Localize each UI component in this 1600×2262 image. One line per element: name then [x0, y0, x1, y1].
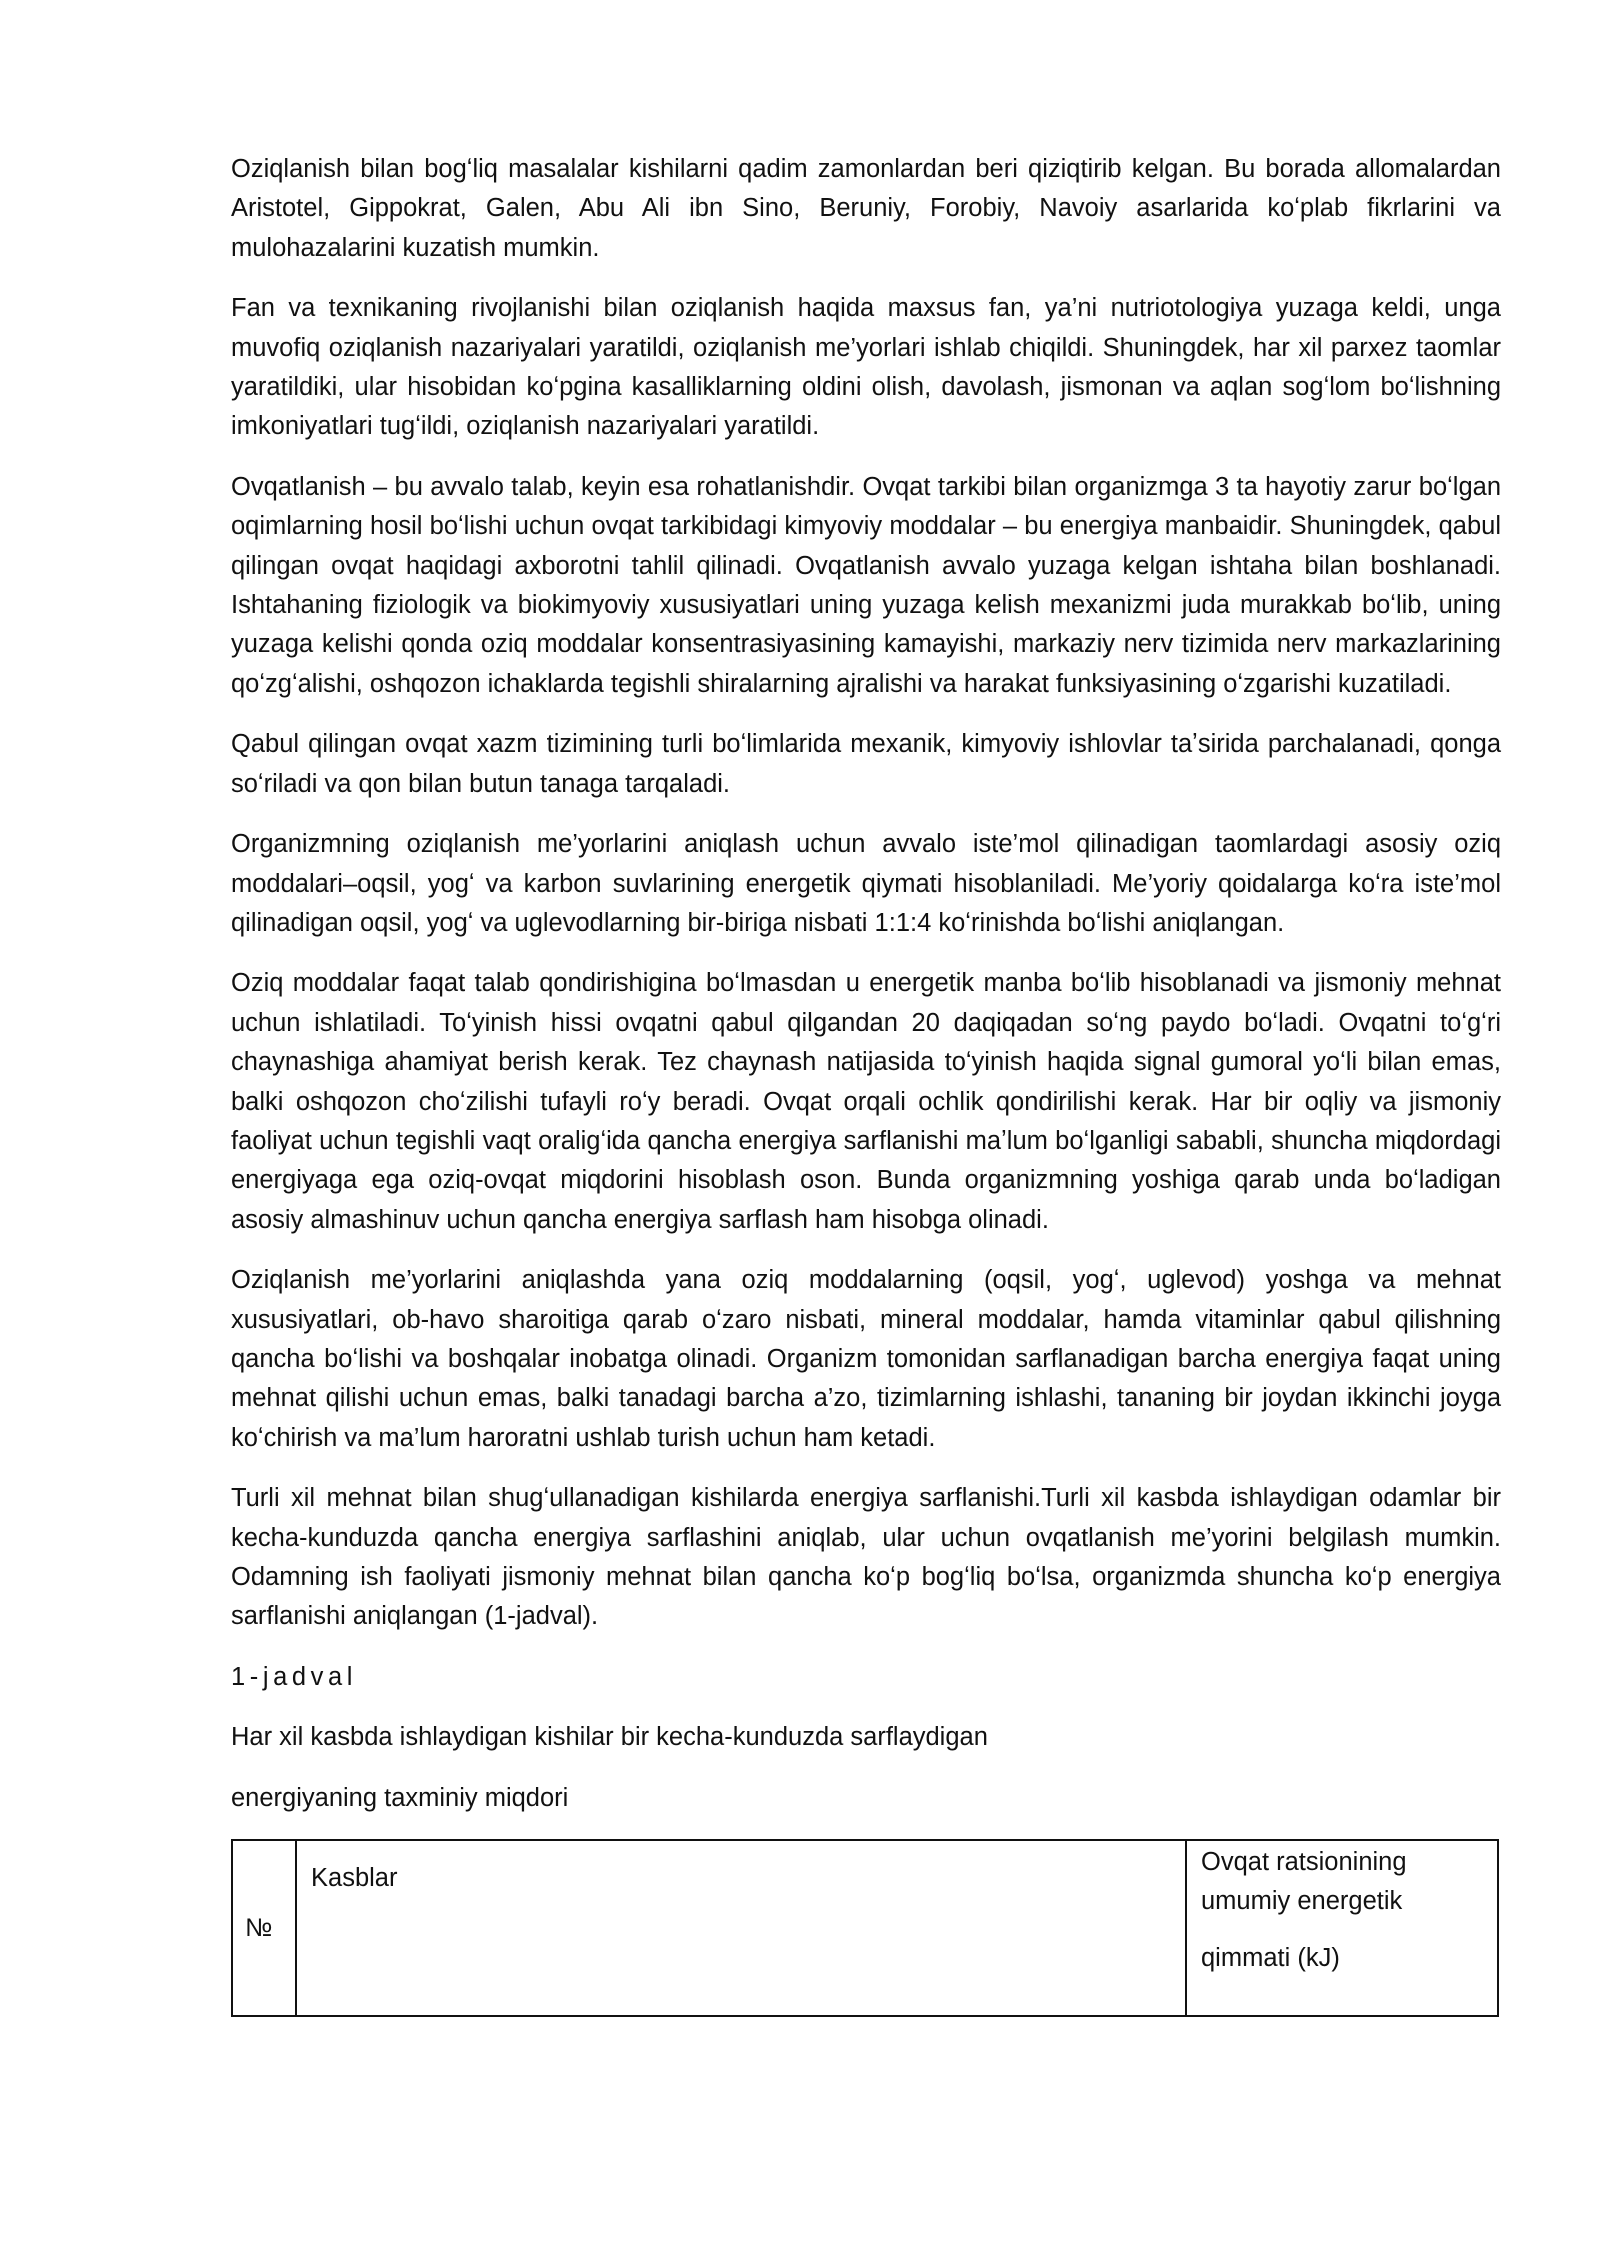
- column-header-energy-line-2: qimmati (kJ): [1201, 1944, 1340, 1973]
- paragraph-5: Organizmning oziqlanish me’yorlarini aniqlash uchun avvalo iste’mol qilinadigan taomlardagi asosiy oziq moddalari–oqsil, yogʻ va karbon suvlarining energetik qiymati hisoblaniladi. Me’yoriy qoidalarga koʻra iste’mol qilinadigan oqsil, yogʻ va uglevodlarning bir-biriga nisbati 1:1:4 koʻrinishda boʻlishi aniqlangan.: [231, 830, 1501, 937]
- column-header-energy-value: [1186, 1840, 1498, 2016]
- paragraph-7: Oziqlanish me’yorlarini aniqlashda yana oziq moddalarning (oqsil, yogʻ, uglevod) yoshga va mehnat xususiyatlari, ob-havo sharoitiga qarab oʻzaro nisbati, mineral moddalar, hamda vitaminlar qabul qilishning qancha boʻlishi va boshqalar inobatga olinadi. Organizm tomonidan sarflanadigan barcha energiya faqat uning mehnat qilishi uchun emas, balki tanadagi barcha a’zo, tizimlarning ishlashi, tananing bir joydan ikkinchi joyga koʻchirish va ma’lum haroratni ushlab turish uchun ham ketadi.: [231, 1266, 1501, 1452]
- paragraph-2: Fan va texnikaning rivojlanishi bilan oziqlanish haqida maxsus fan, ya’ni nutriotologiya yuzaga keldi, unga muvofiq oziqlanish nazariyalari yaratildi, oziqlanish me’yorlari ishlab chiqildi. Shuningdek, har xil parxez taomlar yaratildiki, ular hisobidan koʻpgina kasalliklarning oldini olish, davolash, jismonan va aqlan sogʻlom boʻlishning imkoniyatlari tugʻildi, oziqlanish nazariyalari yaratildi.: [231, 294, 1501, 441]
- table-label: 1-jadval: [231, 1662, 358, 1691]
- column-header-energy-line-1: Ovqat ratsionining umumiy energetik: [1201, 1848, 1407, 1916]
- document-body: [231, 150, 1501, 2017]
- table-header-row: [232, 1840, 1498, 2016]
- table-title-line-1: Har xil kasbda ishlaydigan kishilar bir kecha-kunduzda sarflaydigan: [231, 1723, 988, 1752]
- professions-energy-table: [231, 1839, 1499, 2017]
- column-header-number: №: [232, 1840, 296, 2016]
- paragraph-1: Oziqlanish bilan bogʻliq masalalar kishilarni qadim zamonlardan beri qiziqtirib kelgan. Bu borada allomalardan Aristotel, Gippokrat, Galen, Abu Ali ibn Sino, Beruniy, Forobiy, Navoiy asarlarida koʻplab fikrlarini va mulohazalarini kuzatish mumkin.: [231, 155, 1501, 262]
- table-title-line-2: energiyaning taxminiy miqdori: [231, 1783, 569, 1812]
- column-header-professions: Kasblar: [296, 1840, 1186, 2016]
- paragraph-8: Turli xil mehnat bilan shugʻullanadigan kishilarda energiya sarflanishi.Turli xil kasbda ishlaydigan odamlar bir kecha-kunduzda qancha energiya sarflashini aniqlab, ular uchun ovqatlanish me’yorini belgilash mumkin. Odamning ish faoliyati jismoniy mehnat bilan qancha koʻp bogʻliq boʻlsa, organizmda shuncha koʻp energiya sarflanishi aniqlangan (1-jadval).: [231, 1484, 1501, 1631]
- paragraph-6: Oziq moddalar faqat talab qondirishigina boʻlmasdan u energetik manba boʻlib hisoblanadi va jismoniy mehnat uchun ishlatiladi. Toʻyinish hissi ovqatni qabul qilgandan 20 daqiqadan soʻng paydo boʻladi. Ovqatni toʻgʻri chaynashiga ahamiyat berish kerak. Tez chaynash natijasida toʻyinish haqida signal gumoral yoʻli bilan emas, balki oshqozon choʻzilishi tufayli roʻy beradi. Ovqat orqali ochlik qondirilishi kerak. Har bir oqliy va jismoniy faoliyat uchun tegishli vaqt oraligʻida qancha energiya sarflanishi maʼlum boʻlganligi sababli, shuncha miqdordagi energiyaga ega oziq-ovqat miqdorini hisoblash oson. Bunda organizmning yoshiga qarab unda boʻladigan asosiy almashinuv uchun qancha energiya sarflash ham hisobga olinadi.: [231, 969, 1501, 1234]
- paragraph-3: Ovqatlanish – bu avvalo talab, keyin esa rohatlanishdir. Ovqat tarkibi bilan organizmga 3 ta hayotiy zarur boʻlgan oqimlarning hosil boʻlishi uchun ovqat tarkibidagi kimyoviy moddalar – bu energiya manbaidir. Shuningdek, qabul qilingan ovqat haqidagi axborotni tahlil qilinadi. Ovqatlanish avvalo yuzaga kelgan ishtaha bilan boshlanadi. Ishtahaning fiziologik va biokimyoviy xususiyatlari uning yuzaga kelish mexanizmi juda murakkab boʻlib, uning yuzaga kelishi qonda oziq moddalar konsentrasiyasining kamayishi, markaziy nerv tizimida nerv markazlarining qoʻzgʻalishi, oshqozon ichaklarda tegishli shiralarning ajralishi va harakat funksiyasining oʻzgarishi kuzatiladi.: [231, 472, 1501, 698]
- paragraph-4: Qabul qilingan ovqat xazm tizimining turli boʻlimlarida mexanik, kimyoviy ishlovlar taʼsirida parchalanadi, qonga soʻriladi va qon bilan butun tanaga tarqaladi.: [231, 730, 1501, 798]
